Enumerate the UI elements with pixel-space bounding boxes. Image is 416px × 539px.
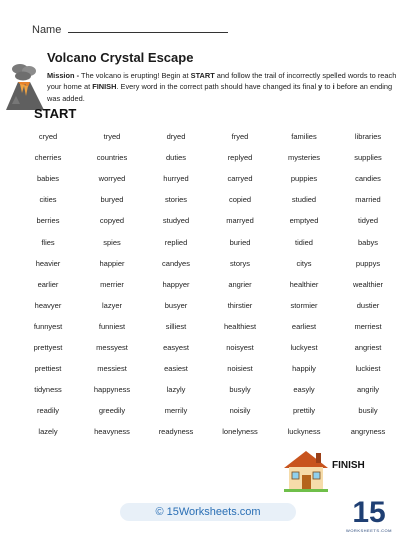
word-cell[interactable]: buryed [100, 195, 124, 205]
name-label: Name [32, 24, 62, 36]
word-cell[interactable]: happyer [162, 279, 190, 289]
word-cell[interactable]: hurryed [163, 174, 189, 184]
word-cell[interactable]: noisyest [226, 342, 254, 352]
word-cell[interactable]: buried [229, 237, 251, 247]
word-cell[interactable]: luckyness [287, 427, 321, 437]
word-cell[interactable]: studied [291, 195, 317, 205]
word-cell[interactable]: mysteries [287, 153, 321, 163]
word-cell[interactable]: heavier [35, 258, 61, 268]
word-cell[interactable]: lazyly [166, 385, 186, 395]
word-row [16, 231, 400, 252]
word-cell[interactable]: copyed [99, 216, 125, 226]
word-cell[interactable]: candies [355, 174, 381, 184]
logo-text: WORKSHEETS.COM [346, 528, 392, 533]
word-cell[interactable]: easyest [163, 342, 189, 352]
word-cell[interactable]: babys [357, 237, 378, 247]
word-cell[interactable]: lazely [38, 427, 58, 437]
word-cell[interactable]: easyly [293, 385, 315, 395]
word-cell[interactable]: messyest [96, 342, 128, 352]
word-cell[interactable]: married [355, 195, 381, 205]
word-cell[interactable]: berries [36, 216, 60, 226]
word-cell[interactable]: citys [296, 258, 312, 268]
word-cell[interactable]: replied [164, 237, 188, 247]
word-cell[interactable]: lonelyness [222, 427, 258, 437]
word-cell[interactable]: wealthier [352, 279, 383, 289]
word-cell[interactable]: copied [228, 195, 252, 205]
instructions-letter-y: y [318, 82, 323, 92]
start-label: START [34, 106, 77, 121]
word-row [16, 126, 400, 147]
word-cell[interactable]: families [291, 132, 317, 142]
word-cell[interactable]: happyness [93, 385, 131, 395]
word-cell[interactable]: spies [103, 237, 121, 247]
word-cell[interactable]: worryed [98, 174, 126, 184]
house-icon [282, 448, 330, 492]
instructions-part: The volcano is erupting! Begin at [79, 71, 191, 80]
word-cell[interactable]: greedily [98, 406, 126, 416]
word-cell[interactable]: babies [36, 174, 60, 184]
word-cell[interactable]: fryed [231, 132, 249, 142]
word-cell[interactable]: healthiest [223, 321, 257, 331]
name-field-row [32, 22, 228, 36]
word-cell[interactable]: readyness [158, 427, 194, 437]
word-cell[interactable]: stories [164, 195, 188, 205]
word-cell[interactable]: luckyest [290, 342, 318, 352]
word-cell[interactable]: puppys [355, 258, 381, 268]
word-cell[interactable]: puppies [290, 174, 318, 184]
footer [0, 496, 416, 539]
word-cell[interactable]: heavyness [94, 427, 130, 437]
instructions-part: and follow the trail of incorrectly spelled words to reach your home at [47, 71, 397, 92]
instructions-start-word: START [190, 71, 215, 80]
word-cell[interactable]: earlier [37, 279, 59, 289]
word-cell[interactable]: funnyest [33, 321, 63, 331]
word-cell[interactable]: funniest [98, 321, 126, 331]
word-cell[interactable]: noisiest [227, 364, 253, 374]
word-cell[interactable]: countries [96, 153, 128, 163]
word-cell[interactable]: stormier [290, 300, 318, 310]
word-cell[interactable]: cherries [34, 153, 62, 163]
word-cell[interactable]: libraries [354, 132, 382, 142]
word-cell[interactable]: tryed [103, 132, 121, 142]
word-cell[interactable]: healthier [289, 279, 319, 289]
word-row [16, 400, 400, 421]
word-cell[interactable]: merriest [354, 321, 382, 331]
word-cell[interactable]: tidyness [34, 385, 62, 395]
word-cell[interactable]: merrier [100, 279, 124, 289]
word-row [16, 253, 400, 274]
worksheet-title: Volcano Crystal Escape [47, 50, 194, 65]
mission-label: Mission - [47, 71, 80, 80]
word-cell[interactable]: angriest [354, 342, 382, 352]
word-cell[interactable]: merrily [164, 406, 188, 416]
word-cell[interactable]: angryness [350, 427, 386, 437]
copyright-link[interactable]: © 15Worksheets.com [155, 506, 261, 518]
word-cell[interactable]: replyed [227, 153, 253, 163]
word-cell[interactable]: marryed [226, 216, 254, 226]
word-row [16, 210, 400, 231]
word-cell[interactable]: angrier [228, 279, 252, 289]
word-cell[interactable]: busyly [229, 385, 251, 395]
word-cell[interactable]: earliest [291, 321, 317, 331]
instructions-finish-word: FINISH [92, 82, 117, 92]
word-cell[interactable]: happier [99, 258, 125, 268]
logo-number: 15 [352, 496, 386, 529]
word-row [16, 337, 400, 358]
word-cell[interactable]: dustier [356, 300, 380, 310]
word-cell[interactable]: flies [41, 237, 55, 247]
word-row [16, 189, 400, 210]
instructions-part: to [322, 82, 333, 92]
word-cell[interactable]: studyed [162, 216, 190, 226]
word-cell[interactable]: cryed [38, 132, 58, 142]
word-row [16, 316, 400, 337]
word-row [16, 147, 400, 168]
instructions-letter-i: i [332, 82, 335, 92]
word-cell[interactable]: luckiest [355, 364, 381, 374]
word-cell[interactable]: carryed [227, 174, 253, 184]
word-cell[interactable]: messiest [97, 364, 127, 374]
word-cell[interactable]: cities [39, 195, 57, 205]
word-cell[interactable]: angrily [356, 385, 380, 395]
word-cell[interactable]: dryed [166, 132, 186, 142]
name-line[interactable] [68, 22, 228, 33]
word-cell[interactable]: heavyer [34, 300, 62, 310]
word-cell[interactable]: silliest [165, 321, 187, 331]
instructions-part: . Every word in the correct path should have changed its final [116, 82, 319, 92]
word-cell[interactable]: prettiest [34, 364, 62, 374]
word-grid [16, 126, 400, 442]
word-row [16, 379, 400, 400]
word-cell[interactable]: readily [36, 406, 60, 416]
word-cell[interactable]: easiest [164, 364, 188, 374]
instructions-text [47, 70, 402, 104]
finish-label: FINISH [332, 460, 365, 471]
word-cell[interactable]: happily [292, 364, 316, 374]
word-cell[interactable]: noisily [229, 406, 251, 416]
site-logo [342, 497, 396, 537]
word-cell[interactable]: busyer [164, 300, 188, 310]
word-cell[interactable]: prettyest [33, 342, 63, 352]
word-cell[interactable]: candyes [162, 258, 190, 268]
word-row [16, 295, 400, 316]
instructions-part: before an ending was added. [47, 82, 393, 103]
word-cell[interactable]: prettily [292, 406, 316, 416]
word-cell[interactable]: tidyed [357, 216, 378, 226]
word-cell[interactable]: duties [165, 153, 186, 163]
word-row [16, 421, 400, 442]
word-cell[interactable]: lazyer [101, 300, 122, 310]
word-cell[interactable]: busily [358, 406, 378, 416]
word-cell[interactable]: emptyed [289, 216, 319, 226]
word-cell[interactable]: storys [229, 258, 250, 268]
word-cell[interactable]: thirstier [227, 300, 253, 310]
word-row [16, 168, 400, 189]
volcano-icon [2, 62, 46, 112]
word-row [16, 358, 400, 379]
word-cell[interactable]: supplies [354, 153, 382, 163]
word-row [16, 274, 400, 295]
word-cell[interactable]: tidied [295, 237, 313, 247]
